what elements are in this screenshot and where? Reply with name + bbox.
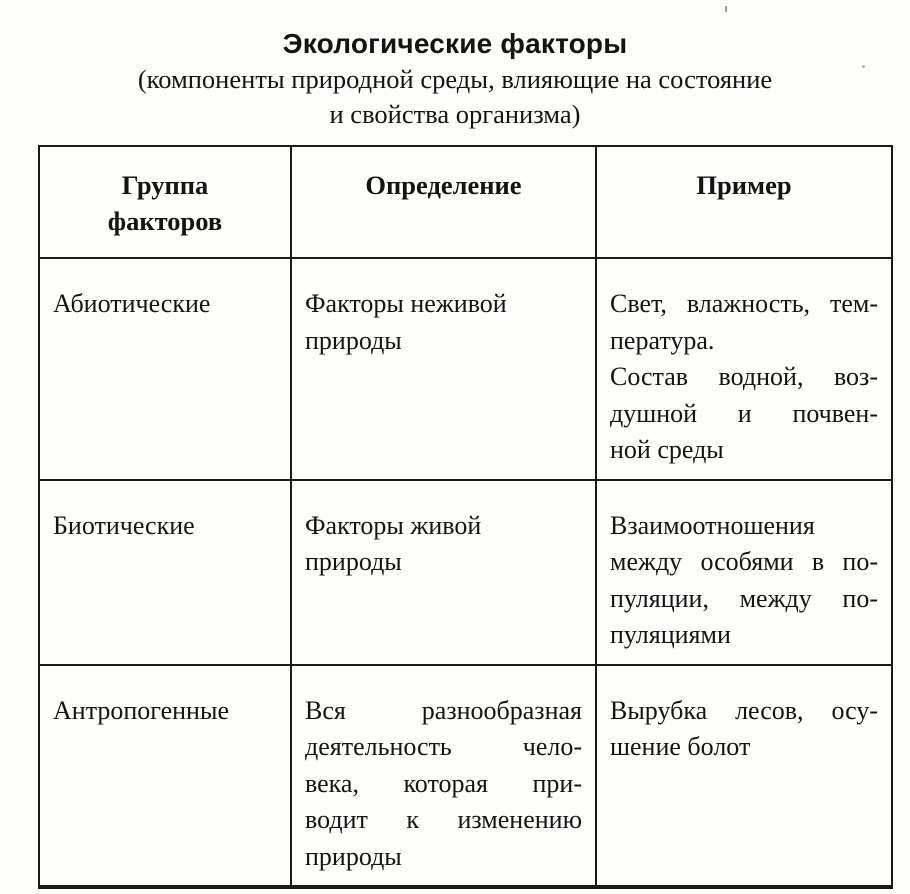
table-row-biotic: [39, 480, 892, 665]
cell-example-biotic: Взаимоотношения между особями в по- пуляции, между по- пуляциями: [596, 480, 892, 665]
cell-definition-biotic: Факторы живой природы: [291, 480, 596, 665]
cell-definition-anthropogenic: Вся разнообразная деятельность чело- века, которая при- водит к изменению природы: [291, 665, 596, 888]
subtitle-line-1: (компоненты природной среды, влияющие на состояние: [137, 64, 773, 94]
header-row: [39, 146, 892, 258]
header-group-of-factors: Группа факторов: [39, 146, 291, 258]
cell-group-abiotic: Абиотические: [39, 258, 291, 480]
page-title: Экологические факторы: [282, 28, 628, 59]
table-row-anthropogenic: [39, 665, 892, 888]
cell-example-anthropogenic: Вырубка лесов, осу- шение болот: [596, 665, 892, 888]
cell-group-biotic: Биотические: [39, 480, 291, 665]
table-row-abiotic: [39, 258, 892, 480]
header-definition: Определение: [291, 146, 596, 258]
ecological-factors-table: [38, 145, 893, 889]
subtitle-line-2: и свойства организма): [329, 99, 581, 129]
header-example: Пример: [596, 146, 892, 258]
page-subtitle: [0, 62, 910, 132]
cell-example-abiotic: Свет, влажность, тем- пература. Состав водной, воз- душной и почвен- ной среды: [596, 258, 892, 480]
cell-definition-abiotic: Факторы неживой природы: [291, 258, 596, 480]
cell-group-anthropogenic: Антропогенные: [39, 665, 291, 888]
